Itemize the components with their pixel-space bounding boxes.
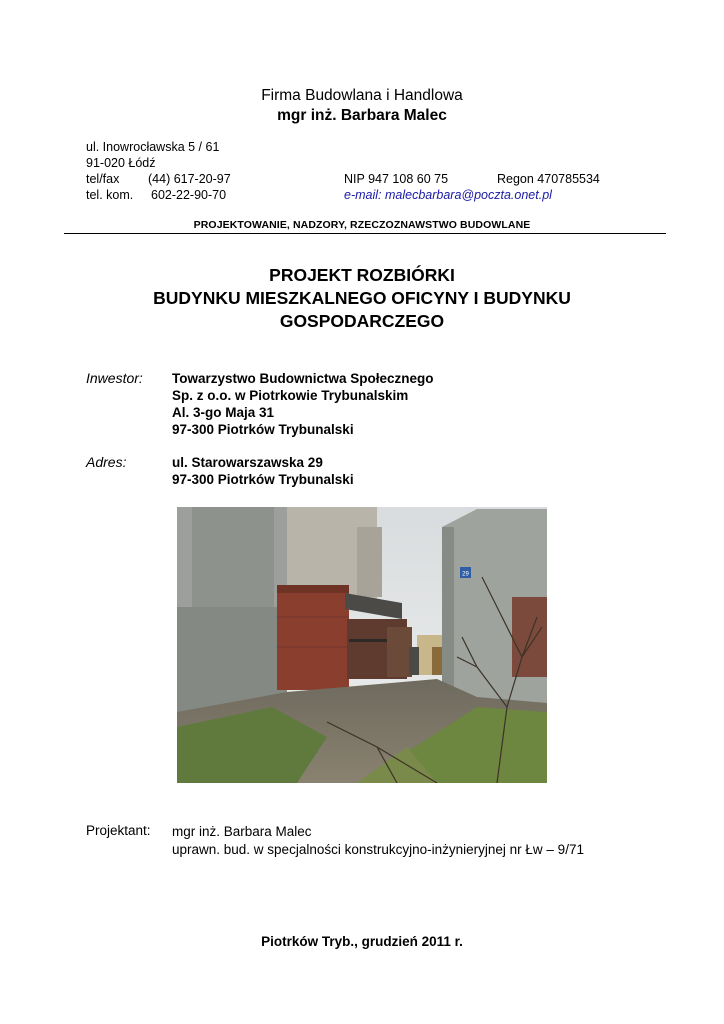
email-link[interactable]: e-mail: malecbarbara@poczta.onet.pl xyxy=(344,188,552,202)
header-divider xyxy=(64,233,666,234)
address-detail-line-1: ul. Starowarszawska 29 xyxy=(172,455,323,470)
address-details xyxy=(172,454,354,488)
designer-details xyxy=(172,823,584,859)
designer-label: Projektant: xyxy=(86,823,151,838)
services-line: PROJEKTOWANIE, NADZORY, RZECZOZNAWSTWO BUDOWLANE xyxy=(193,219,531,231)
designer-name: mgr inż. Barbara Malec xyxy=(172,824,312,839)
designer-license: uprawn. bud. w specjalności konstrukcyjno-inżynieryjnej nr Łw – 9/71 xyxy=(172,842,584,857)
investor-line-3: Al. 3-go Maja 31 xyxy=(172,405,275,420)
site-photo xyxy=(177,507,547,783)
address-detail-line-2: 97-300 Piotrków Trybunalski xyxy=(172,472,354,487)
company-name: Firma Budowlana i Handlowa xyxy=(261,87,463,104)
house-number-text: 29 xyxy=(462,571,469,578)
title-line-1: PROJEKT ROZBIÓRKI xyxy=(269,265,455,285)
address-line-2: 91-020 Łódź xyxy=(86,156,156,170)
address-line-1: ul. Inowrocławska 5 / 61 xyxy=(86,140,220,154)
telfax-label: tel/fax xyxy=(86,172,120,186)
place-and-date: Piotrków Tryb., grudzień 2011 r. xyxy=(261,934,463,949)
investor-line-4: 97-300 Piotrków Trybunalski xyxy=(172,422,354,437)
title-line-2: BUDYNKU MIESZKALNEGO OFICYNY I BUDYNKU xyxy=(153,288,571,308)
mobile-label: tel. kom. xyxy=(86,188,134,202)
telfax-value: (44) 617-20-97 xyxy=(148,172,231,186)
address-label: Adres: xyxy=(86,454,127,470)
mobile-value: 602-22-90-70 xyxy=(151,188,227,202)
company-owner: mgr inż. Barbara Malec xyxy=(277,107,447,124)
investor-line-2: Sp. z o.o. w Piotrkowie Trybunalskim xyxy=(172,388,409,403)
investor-details xyxy=(172,370,434,438)
investor-line-1: Towarzystwo Budownictwa Społecznego xyxy=(172,371,434,386)
document-title xyxy=(0,264,724,333)
investor-label: Inwestor: xyxy=(86,370,143,386)
regon-number: Regon 470785534 xyxy=(497,172,600,186)
nip-number: NIP 947 108 60 75 xyxy=(344,172,449,186)
title-line-3: GOSPODARCZEGO xyxy=(279,311,445,331)
